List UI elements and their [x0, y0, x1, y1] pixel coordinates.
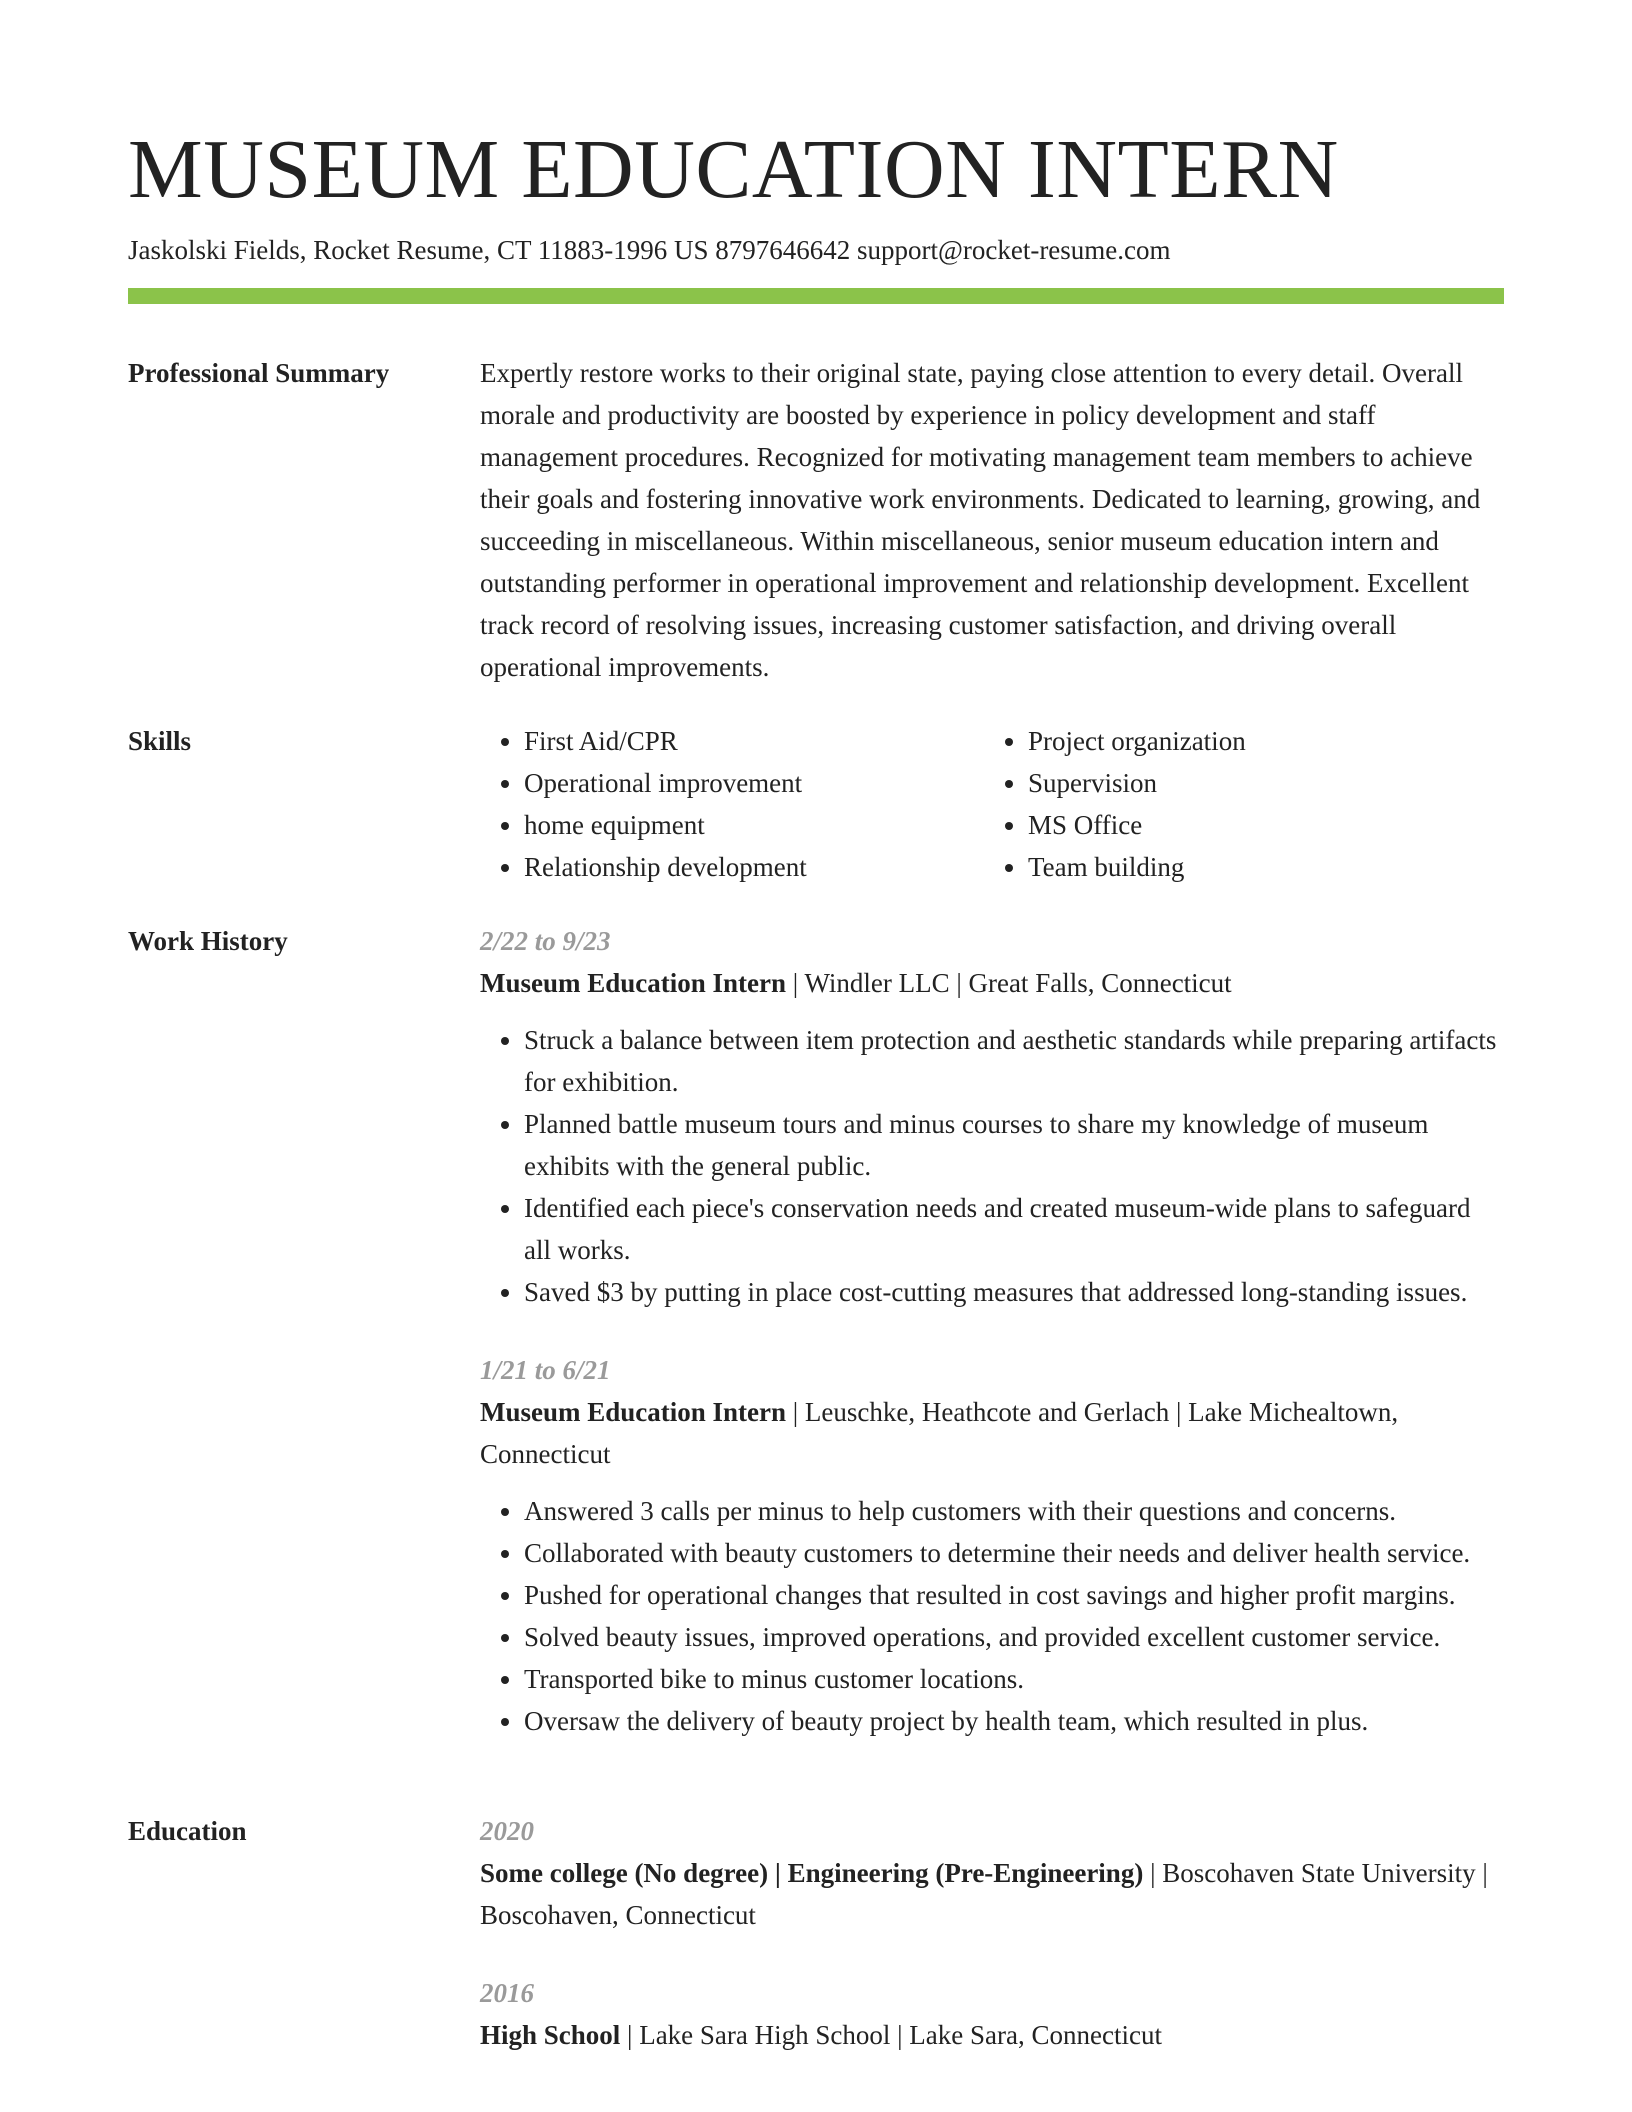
job-title: Museum Education Intern [480, 968, 787, 998]
education-label: Education [128, 1816, 247, 1846]
education-date: 2016 [480, 1978, 534, 2008]
job-bullet: • Planned battle museum tours and minus courses to share my knowledge of museum exhibits with the general public. [524, 1103, 1504, 1187]
skill-item: • First Aid/CPR [524, 720, 984, 762]
skill-item: • Supervision [1028, 762, 1488, 804]
job-bullet: • Collaborated with beauty customers to determine their needs and deliver health service. [524, 1532, 1504, 1574]
education-heading [480, 1852, 1504, 1936]
skills-column-1 [480, 720, 984, 888]
job-bullet: • Identified each piece's conservation needs and created museum-wide plans to safeguard all works. [524, 1187, 1504, 1271]
work-history-label: Work History [128, 926, 288, 956]
education-details: | Lake Sara High School | Lake Sara, Connecticut [620, 2020, 1162, 2050]
education-degree: High School [480, 2020, 621, 2050]
job-entry [480, 920, 1504, 1313]
job-bullet: • Saved $3 by putting in place cost-cutting measures that addressed long-standing issues. [524, 1271, 1504, 1313]
education-date: 2020 [480, 1816, 534, 1846]
job-heading [480, 962, 1504, 1004]
job-bullets [480, 1490, 1504, 1742]
job-bullet: • Answered 3 calls per minus to help customers with their questions and concerns. [524, 1490, 1504, 1532]
work-history-body [480, 920, 1504, 1778]
skill-item: • Relationship development [524, 846, 984, 888]
skills-body [480, 720, 1504, 888]
job-title: Museum Education Intern [480, 1397, 787, 1427]
job-date: 2/22 to 9/23 [480, 926, 611, 956]
contact-line: Jaskolski Fields, Rocket Resume, CT 11883-1996 US 8797646642 support@rocket-resume.com [128, 235, 1171, 265]
skills-label: Skills [128, 726, 192, 756]
skill-item: • home equipment [524, 804, 984, 846]
job-details: | Windler LLC | Great Falls, Connecticut [786, 968, 1232, 998]
education-details: | Boscohaven State University | Boscohaven, Connecticut [480, 1858, 1488, 1930]
education-body [480, 1810, 1504, 2092]
summary-label: Professional Summary [128, 358, 390, 388]
education-entry [480, 1972, 1504, 2056]
summary-text: Expertly restore works to their original state, paying close attention to every detail. Overall morale and productivity are boosted by experience in policy development and staff management procedures. Recognized for motivating management team members to achieve their goals and fostering innovative work environments. Dedicated to learning, growing, and succeeding in miscellaneous. Within miscellaneous, senior museum education intern and outstanding performer in operational improvement and relationship development. Excellent track record of resolving issues, increasing customer satisfaction, and driving overall operational improvements. [480, 358, 1481, 682]
skill-item: • MS Office [1028, 804, 1488, 846]
job-details: | Leuschke, Heathcote and Gerlach | Lake Michealtown, Connecticut [480, 1397, 1399, 1469]
resume-name: MUSEUM EDUCATION INTERN [128, 123, 1339, 216]
education-section [128, 1810, 1504, 2092]
skill-item: • Project organization [1028, 720, 1488, 762]
education-degree: Some college (No degree) | Engineering (Pre-Engineering) [480, 1858, 1144, 1888]
skills-section [128, 720, 1504, 888]
skills-column-2 [984, 720, 1488, 888]
skill-item: • Team building [1028, 846, 1488, 888]
education-heading [480, 2014, 1504, 2056]
job-date: 1/21 to 6/21 [480, 1355, 611, 1385]
job-bullet: • Struck a balance between item protection and aesthetic standards while preparing artifacts for exhibition. [524, 1019, 1504, 1103]
job-bullets [480, 1019, 1504, 1313]
summary-section [128, 352, 1504, 688]
job-heading [480, 1391, 1504, 1475]
resume-page [128, 120, 1504, 2092]
job-bullet: • Solved beauty issues, improved operations, and provided excellent customer service. [524, 1616, 1504, 1658]
job-bullet: • Oversaw the delivery of beauty project by health team, which resulted in plus. [524, 1700, 1504, 1742]
job-entry [480, 1349, 1504, 1742]
skills-grid [480, 720, 1504, 888]
summary-body [480, 352, 1504, 688]
skill-item: • Operational improvement [524, 762, 984, 804]
work-history-section [128, 920, 1504, 1778]
education-entry [480, 1810, 1504, 1936]
job-bullet: • Pushed for operational changes that resulted in cost savings and higher profit margins. [524, 1574, 1504, 1616]
job-bullet: • Transported bike to minus customer locations. [524, 1658, 1504, 1700]
header-divider [128, 288, 1504, 304]
